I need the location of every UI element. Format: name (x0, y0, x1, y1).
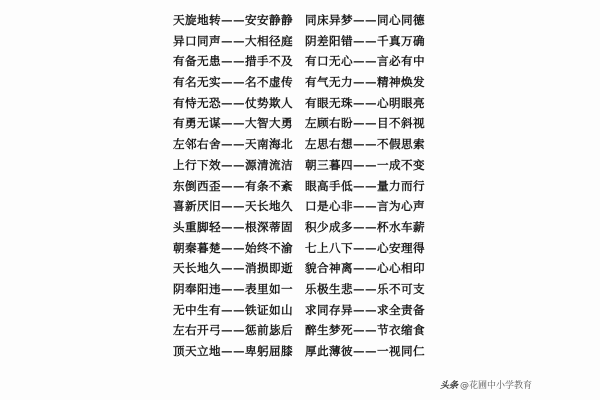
idiom-pair: 貌合神离——心心相印 (305, 261, 425, 276)
idiom-pair: 头重脚轻——根深蒂固 (173, 219, 293, 234)
idiom-pair: 厚此薄彼——一视同仁 (305, 344, 425, 358)
idiom-pair: 左右开弓——惩前毖后 (173, 323, 293, 338)
idiom-pair: 朝秦暮楚——始终不渝 (173, 240, 293, 255)
right-idiom-column (305, 10, 425, 362)
idiom-pair: 有名无实——名不虚传 (173, 75, 293, 90)
idiom-pair: 东倒西歪——有条不紊 (173, 178, 293, 193)
idiom-pair: 阴差阳错——千真万确 (305, 33, 425, 48)
idiom-pair: 左顾右盼——目不斜视 (305, 116, 425, 131)
idiom-pair: 口是心非——言为心声 (305, 199, 425, 214)
left-idiom-column (173, 10, 293, 362)
idiom-pair: 上行下效——源清流洁 (173, 157, 293, 172)
idiom-pair: 求同存异——求全责备 (305, 302, 425, 317)
idiom-pair: 异口同声——大相径庭 (173, 33, 293, 48)
idiom-pair: 七上八下——心安理得 (305, 240, 425, 255)
watermark-brand: 头条 (439, 381, 458, 391)
idiom-pair: 同床异梦——同心同德 (305, 13, 425, 27)
idiom-pair: 眼高手低——量力而行 (305, 178, 425, 193)
idiom-pair: 阴奉阳违——表里如一 (173, 281, 293, 296)
idiom-pair: 有恃无恐——仗势欺人 (173, 95, 293, 110)
idiom-pair: 有勇无谋——大智大勇 (173, 116, 293, 131)
watermark-account: @花圃中小学教育 (459, 381, 532, 391)
idiom-pair: 有备无患——措手不及 (173, 54, 293, 69)
idiom-pair: 朝三暮四——一成不变 (305, 157, 425, 172)
idiom-pair: 积少成多——杯水车薪 (305, 219, 425, 234)
idiom-pair: 无中生有——铁证如山 (173, 302, 293, 317)
idiom-pair: 乐极生悲——乐不可支 (305, 281, 425, 296)
idiom-pair: 左思右想——不假思索 (305, 137, 425, 152)
idiom-pair: 天旋地转——安安静静 (173, 13, 293, 27)
idiom-pair: 有眼无珠——心明眼亮 (305, 95, 425, 110)
idiom-pair: 醉生梦死——节衣缩食 (305, 323, 425, 338)
idiom-pair: 左邻右舍——天南海北 (173, 137, 293, 152)
idiom-pair: 顶天立地——卑躬屈膝 (173, 344, 293, 358)
idiom-pair: 有口无心——言必有中 (305, 54, 425, 69)
idiom-pair: 喜新厌旧——天长地久 (173, 199, 293, 214)
idiom-pair: 天长地久——消损即逝 (173, 261, 293, 276)
idiom-pair: 有气无力——精神焕发 (305, 75, 425, 90)
watermark (440, 378, 532, 391)
